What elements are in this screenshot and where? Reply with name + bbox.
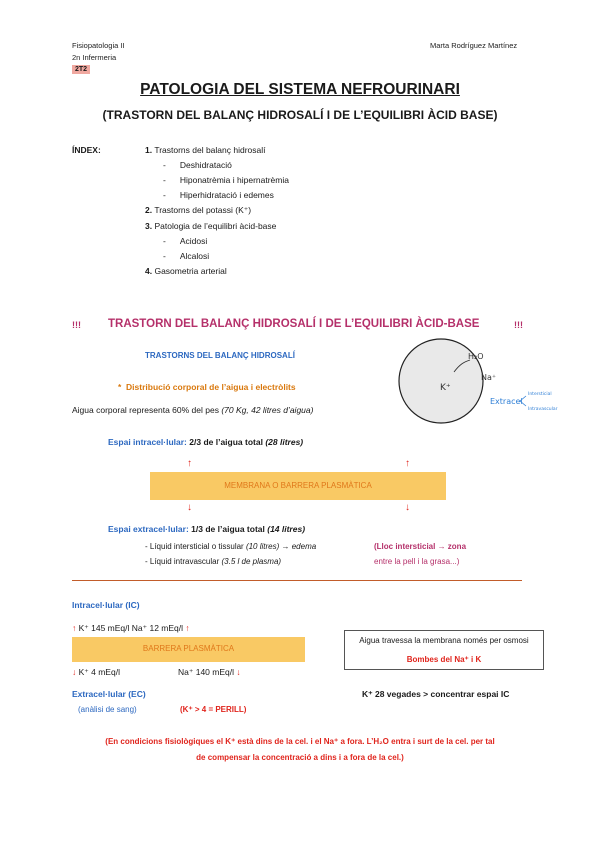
page-title: PATOLOGIA DEL SISTEMA NEFROURINARI: [140, 81, 460, 98]
page-subtitle: (TRASTORN DEL BALANÇ HIDROSALÍ I DE L’EQUILIBRI ÀCID BASE): [102, 108, 498, 122]
index-subitem: - Hiponatrèmia i hipernatrèmia: [163, 175, 289, 185]
divider: [72, 580, 522, 581]
index-label: ÍNDEX:: [72, 145, 101, 155]
peril-note: (K⁺ > 4 = PERILL): [180, 705, 247, 714]
course-label: Fisiopatologia II: [72, 41, 125, 50]
index-item: 2. Trastorns del potassi (K⁺): [145, 205, 252, 215]
interstitial-note: (Lloc intersticial → zona: [374, 542, 467, 551]
index-item: 3. Patologia de l’equilibri àcid-base: [145, 221, 277, 231]
cell-k-label: K⁺: [440, 383, 451, 393]
water-label: H₂O: [468, 352, 484, 361]
extracel-label: Extracel: [490, 397, 523, 406]
intravascular-label: Intravascular: [528, 407, 558, 412]
index-subitem: - Hiperhidratació i edemes: [163, 190, 274, 200]
subsection-title: TRASTORNS DEL BALANÇ HIDROSALÍ: [145, 351, 295, 360]
ic-label: Intracel·lular (IC): [72, 600, 140, 610]
cell-sketch: [396, 340, 558, 430]
ec-na-value: Na⁺ 140 mEq/l ↓: [178, 667, 241, 677]
index-item: 1. Trastorns del balanç hidrosalí: [145, 145, 266, 155]
physiology-note-2: de compensar la concentració a dins i a fora de la cel.): [196, 753, 404, 762]
ic-values: ↑ K⁺ 145 mEq/l Na⁺ 12 mEq/l ↑: [72, 623, 190, 633]
up-arrow-icon: ↑: [405, 458, 410, 469]
pumps-text: Bombes del Na⁺ i K: [406, 655, 482, 664]
ec-label: Extracel·lular (EC): [72, 689, 146, 699]
index-subitem: - Deshidratació: [163, 160, 232, 170]
author-name: Marta Rodríguez Martínez: [430, 41, 518, 50]
index-item: 4. Gasometria arterial: [145, 266, 227, 276]
index-subitem: - Alcalosi: [163, 251, 210, 261]
barrier-label: BARRERA PLASMÀTICA: [142, 644, 235, 653]
section-title: TRASTORN DEL BALANÇ HIDROSALÍ I DE L’EQUILIBRI ÀCID-BASE: [108, 318, 480, 330]
intravascular-line: - Líquid intravascular (3.5 l de plasma): [145, 557, 282, 566]
ec-note: (anàlisi de sang): [78, 705, 137, 714]
section-marks-right: !!!: [514, 320, 523, 330]
ec-k-value: ↓ K⁺ 4 mEq/l: [72, 667, 120, 677]
section-marks-left: !!!: [72, 320, 81, 330]
physiology-note-1: (En condicions fisiològiques el K⁺ està dins de la cel. i el Na⁺ a fora. L’H₂O entra i surt de la cel. per tal: [105, 737, 495, 746]
index-subitem: - Acidosi: [163, 236, 208, 246]
concentration-note: K⁺ 28 vegades > concentrar espai IC: [362, 689, 510, 699]
up-arrow-icon: ↑: [187, 458, 192, 469]
membrane-label: MEMBRANA O BARRERA PLASMÀTICA: [224, 481, 372, 490]
down-arrow-icon: ↓: [405, 502, 410, 513]
interstitial-note-2: entre la pell i la grasa...): [374, 557, 460, 566]
intersticial-label: Intersticial: [528, 392, 552, 397]
intra-space-line: Espai intracel·lular: 2/3 de l’aigua total (28 litres): [108, 437, 304, 447]
sodium-label: Na⁺: [481, 373, 497, 382]
term-tag: 2T2: [72, 65, 90, 74]
degree-label: 2n Infermeria: [72, 53, 117, 62]
extra-space-line: Espai extracel·lular: 1/3 de l’aigua total (14 litres): [108, 524, 306, 534]
distribution-title: * Distribució corporal de l’aigua i electròlits: [118, 382, 296, 392]
down-arrow-icon: ↓: [187, 502, 192, 513]
osmosis-text: Aigua travessa la membrana només per osmosi: [359, 636, 529, 645]
body-water-line: Aigua corporal representa 60% del pes (70 Kg, 42 litres d’aigua): [72, 405, 314, 415]
interstitial-line: - Líquid intersticial o tissular (10 litres) → edema: [145, 542, 317, 551]
